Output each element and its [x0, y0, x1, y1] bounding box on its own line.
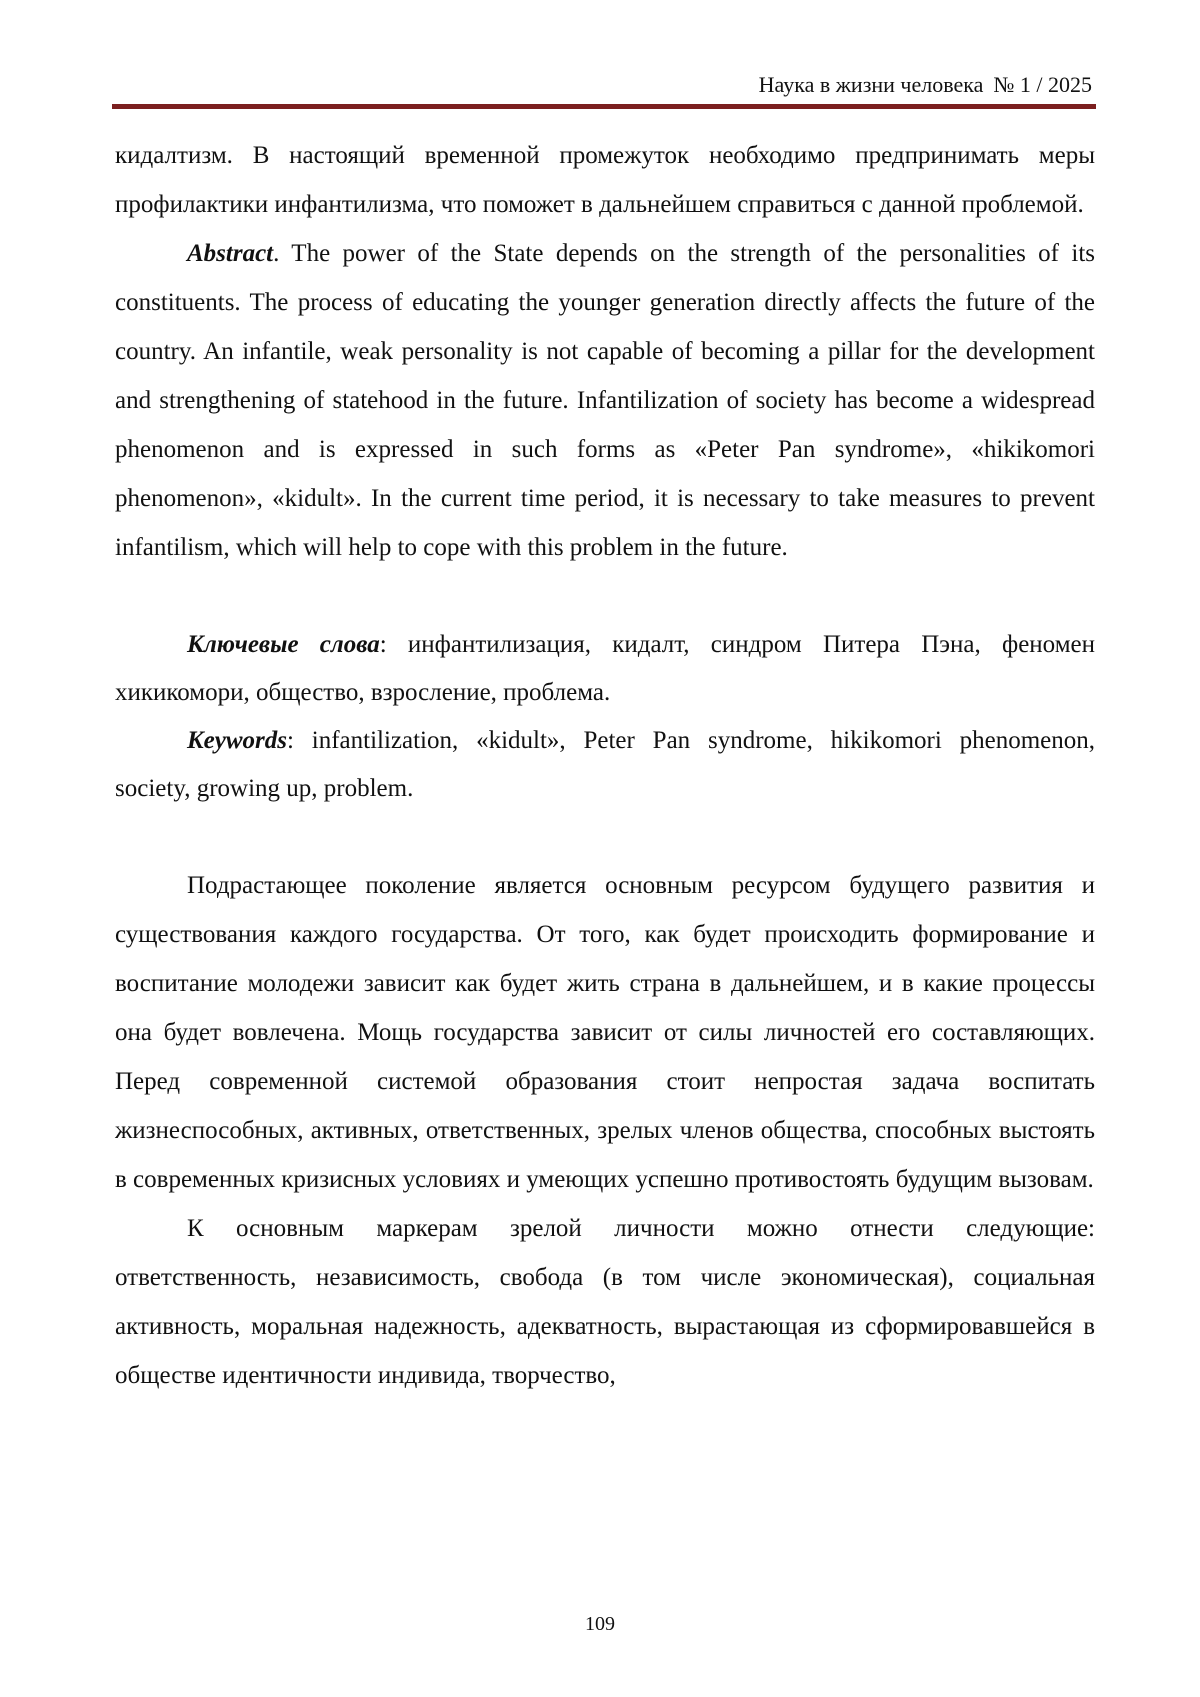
keywords-ru-label: Ключевые слова	[187, 631, 380, 658]
page-number: 109	[585, 1613, 615, 1635]
keywords-ru	[115, 621, 1095, 717]
english-abstract	[115, 229, 1095, 572]
running-header	[112, 72, 1092, 98]
page-content	[115, 131, 1095, 1400]
body-paragraph-1: Подрастающее поколение является основным ресурсом будущего развития и существования каждого государства. От того, как будет происходить формирование и воспитание молодежи зависит как будет жить страна в дальнейшем, и в какие процессы она будет вовлечена. Мощь государства зависит от силы личностей его составляющих. Перед современной системой образования стоит непростая задача воспитать жизнеспособных, активных, ответственных, зрелых членов общества, способных выстоять в современных кризисных условиях и умеющих успешно противостоять будущим вызовам.	[115, 872, 1095, 1193]
journal-title: Наука в жизни человека	[758, 72, 984, 97]
keywords-en	[115, 717, 1095, 813]
keywords-en-label: Keywords	[187, 727, 287, 754]
issue-number: № 1 / 2025	[993, 72, 1092, 97]
header-rule	[112, 104, 1096, 109]
ru-abstract-ending: кидалтизм. В настоящий временной промежуток необходимо предпринимать меры профилактики инфантилизма, что поможет в дальнейшем справиться с данной проблемой.	[115, 142, 1095, 218]
keywords-en-text: : infantilization, «kidult», Peter Pan syndrome, hikikomori phenomenon, society, growing up, problem.	[115, 727, 1095, 802]
abstract-label: Abstract	[187, 240, 274, 267]
body-paragraph-2: К основным маркерам зрелой личности можно отнести следующие: ответственность, независимость, свобода (в том числе экономическая), социальная активность, моральная надежность, адекватность, вырастающая из сформировавшейся в обществе идентичности индивида, творчество,	[115, 1215, 1095, 1389]
abstract-text: . The power of the State depends on the strength of the personalities of its constituents. The process of educating the younger generation directly affects the future of the country. An infantile, weak personality is not capable of becoming a pillar for the development and strengthening of statehood in the future. Infantilization of society has become a widespread phenomenon and is expressed in such forms as «Peter Pan syndrome», «hikikomori phenomenon», «kidult». In the current time period, it is necessary to take measures to prevent infantilism, which will help to cope with this problem in the future.	[115, 240, 1095, 561]
spacer	[115, 813, 1095, 861]
keywords-ru-text: : инфантилизация, кидалт, синдром Питера Пэна, феномен хикикомори, общество, взросление, проблема.	[115, 631, 1095, 706]
spacer	[115, 572, 1095, 621]
